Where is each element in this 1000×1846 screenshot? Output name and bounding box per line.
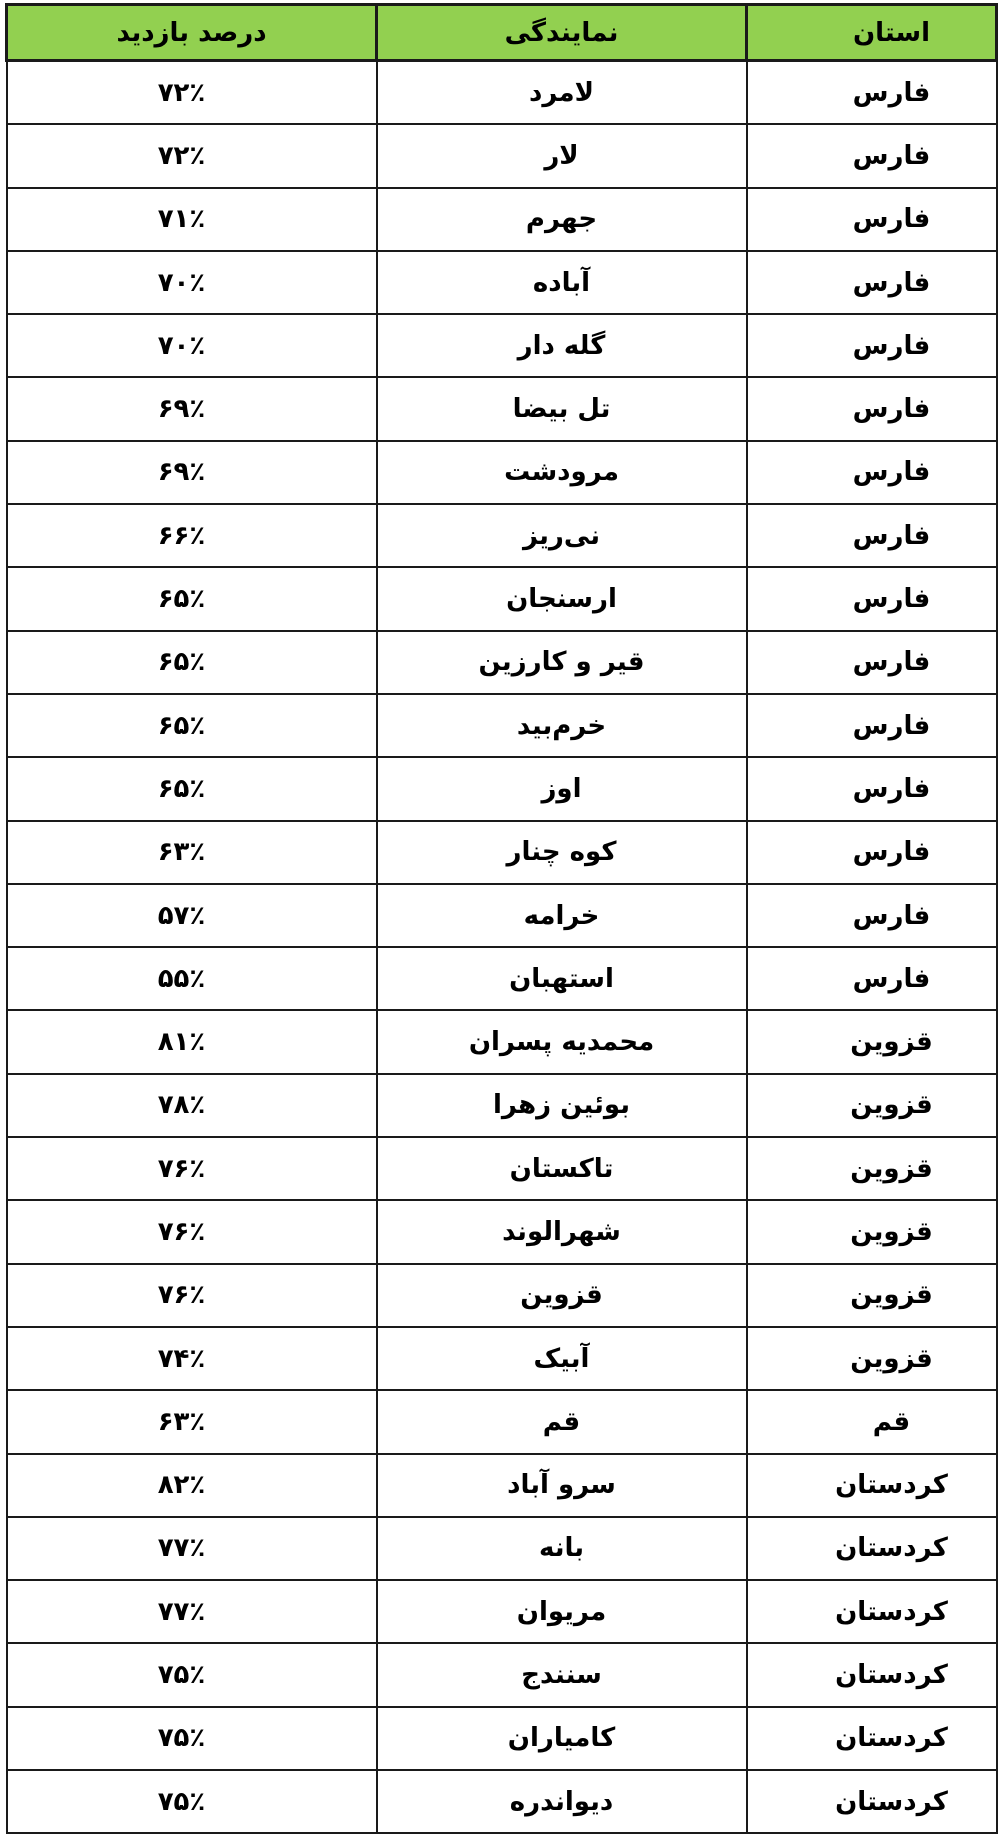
cell-agency: سرو آباد [377,1454,747,1517]
table-row [7,377,997,440]
cell-visit-percent: ۷۵٪ [7,1643,377,1706]
cell-agency: کوه چنار [377,821,747,884]
table-row [7,1454,997,1517]
cell-province: قزوین [747,1264,997,1327]
cell-visit-percent: ۷۲٪ [7,124,377,187]
cell-agency: آباده [377,251,747,314]
cell-agency: سنندج [377,1643,747,1706]
cell-province: کردستان [747,1580,997,1643]
cell-province: فارس [747,124,997,187]
table-row [7,631,997,694]
cell-visit-percent: ۶۵٪ [7,694,377,757]
table-header [7,5,997,61]
cell-visit-percent: ۶۳٪ [7,1390,377,1453]
cell-agency: آبیک [377,1327,747,1390]
cell-province: فارس [747,314,997,377]
cell-agency: کامیاران [377,1707,747,1770]
cell-province: فارس [747,757,997,820]
table-row [7,314,997,377]
table-row [7,567,997,630]
table-row [7,1137,997,1200]
visit-percentage-table-container [5,3,995,1841]
cell-province: فارس [747,377,997,440]
cell-agency: مریوان [377,1580,747,1643]
cell-agency: قزوین [377,1264,747,1327]
cell-province: فارس [747,61,997,125]
cell-province: قزوین [747,1200,997,1263]
cell-visit-percent: ۶۳٪ [7,821,377,884]
cell-province: قزوین [747,1010,997,1073]
table-row [7,821,997,884]
cell-agency: خرامه [377,884,747,947]
cell-province: فارس [747,694,997,757]
cell-visit-percent: ۷۸٪ [7,1074,377,1137]
cell-agency: دیواندره [377,1770,747,1833]
cell-visit-percent: ۶۵٪ [7,757,377,820]
cell-province: کردستان [747,1770,997,1833]
cell-visit-percent: ۵۵٪ [7,947,377,1010]
cell-visit-percent: ۷۰٪ [7,251,377,314]
cell-province: کردستان [747,1517,997,1580]
cell-agency: گله دار [377,314,747,377]
table-row [7,188,997,251]
table-row [7,1074,997,1137]
table-row [7,757,997,820]
cell-visit-percent: ۶۹٪ [7,377,377,440]
header-province: استان [747,5,997,61]
cell-province: فارس [747,631,997,694]
cell-visit-percent: ۷۵٪ [7,1707,377,1770]
table-row [7,694,997,757]
cell-agency: بوئین زهرا [377,1074,747,1137]
cell-agency: خرم‌بید [377,694,747,757]
cell-visit-percent: ۶۹٪ [7,441,377,504]
cell-agency: ارسنجان [377,567,747,630]
cell-visit-percent: ۸۱٪ [7,1010,377,1073]
cell-province: قزوین [747,1074,997,1137]
cell-agency: بانه [377,1517,747,1580]
cell-agency: نی‌ریز [377,504,747,567]
cell-province: قزوین [747,1327,997,1390]
table-row [7,1200,997,1263]
cell-agency: تل بیضا [377,377,747,440]
table-row [7,1770,997,1833]
table-row [7,884,997,947]
header-row [7,5,997,61]
cell-agency: قیر و کارزین [377,631,747,694]
cell-visit-percent: ۶۵٪ [7,567,377,630]
header-agency: نمایندگی [377,5,747,61]
cell-visit-percent: ۸۲٪ [7,1454,377,1517]
cell-agency: قم [377,1390,747,1453]
cell-province: فارس [747,188,997,251]
table-row [7,1264,997,1327]
cell-visit-percent: ۷۴٪ [7,1327,377,1390]
cell-agency: اوز [377,757,747,820]
cell-visit-percent: ۷۵٪ [7,1770,377,1833]
cell-agency: لار [377,124,747,187]
cell-agency: مرودشت [377,441,747,504]
cell-province: کردستان [747,1643,997,1706]
cell-agency: جهرم [377,188,747,251]
cell-visit-percent: ۶۶٪ [7,504,377,567]
table-row [7,1327,997,1390]
table-row [7,124,997,187]
cell-agency: لامرد [377,61,747,125]
table-row [7,947,997,1010]
cell-agency: محمدیه پسران [377,1010,747,1073]
cell-agency: تاکستان [377,1137,747,1200]
table-row [7,251,997,314]
cell-province: فارس [747,441,997,504]
cell-visit-percent: ۷۱٪ [7,188,377,251]
cell-visit-percent: ۷۲٪ [7,61,377,125]
cell-province: فارس [747,821,997,884]
table-body [7,61,997,1834]
cell-agency: استهبان [377,947,747,1010]
cell-province: فارس [747,251,997,314]
cell-visit-percent: ۷۶٪ [7,1264,377,1327]
cell-province: فارس [747,504,997,567]
cell-visit-percent: ۷۷٪ [7,1517,377,1580]
header-visit-percent: درصد بازدید [7,5,377,61]
cell-province: قزوین [747,1137,997,1200]
table-row [7,1643,997,1706]
table-row [7,441,997,504]
cell-visit-percent: ۷۰٪ [7,314,377,377]
cell-visit-percent: ۷۶٪ [7,1200,377,1263]
table-row [7,1390,997,1453]
cell-province: کردستان [747,1454,997,1517]
cell-visit-percent: ۷۷٪ [7,1580,377,1643]
cell-province: کردستان [747,1707,997,1770]
cell-agency: شهرالوند [377,1200,747,1263]
table-row [7,1517,997,1580]
table-row [7,504,997,567]
cell-province: فارس [747,947,997,1010]
cell-province: فارس [747,884,997,947]
table-row [7,61,997,125]
cell-visit-percent: ۷۶٪ [7,1137,377,1200]
cell-province: فارس [747,567,997,630]
cell-visit-percent: ۵۷٪ [7,884,377,947]
table-row [7,1580,997,1643]
table-row [7,1707,997,1770]
table-row [7,1010,997,1073]
visit-percentage-table [5,3,998,1834]
cell-province: قم [747,1390,997,1453]
cell-visit-percent: ۶۵٪ [7,631,377,694]
